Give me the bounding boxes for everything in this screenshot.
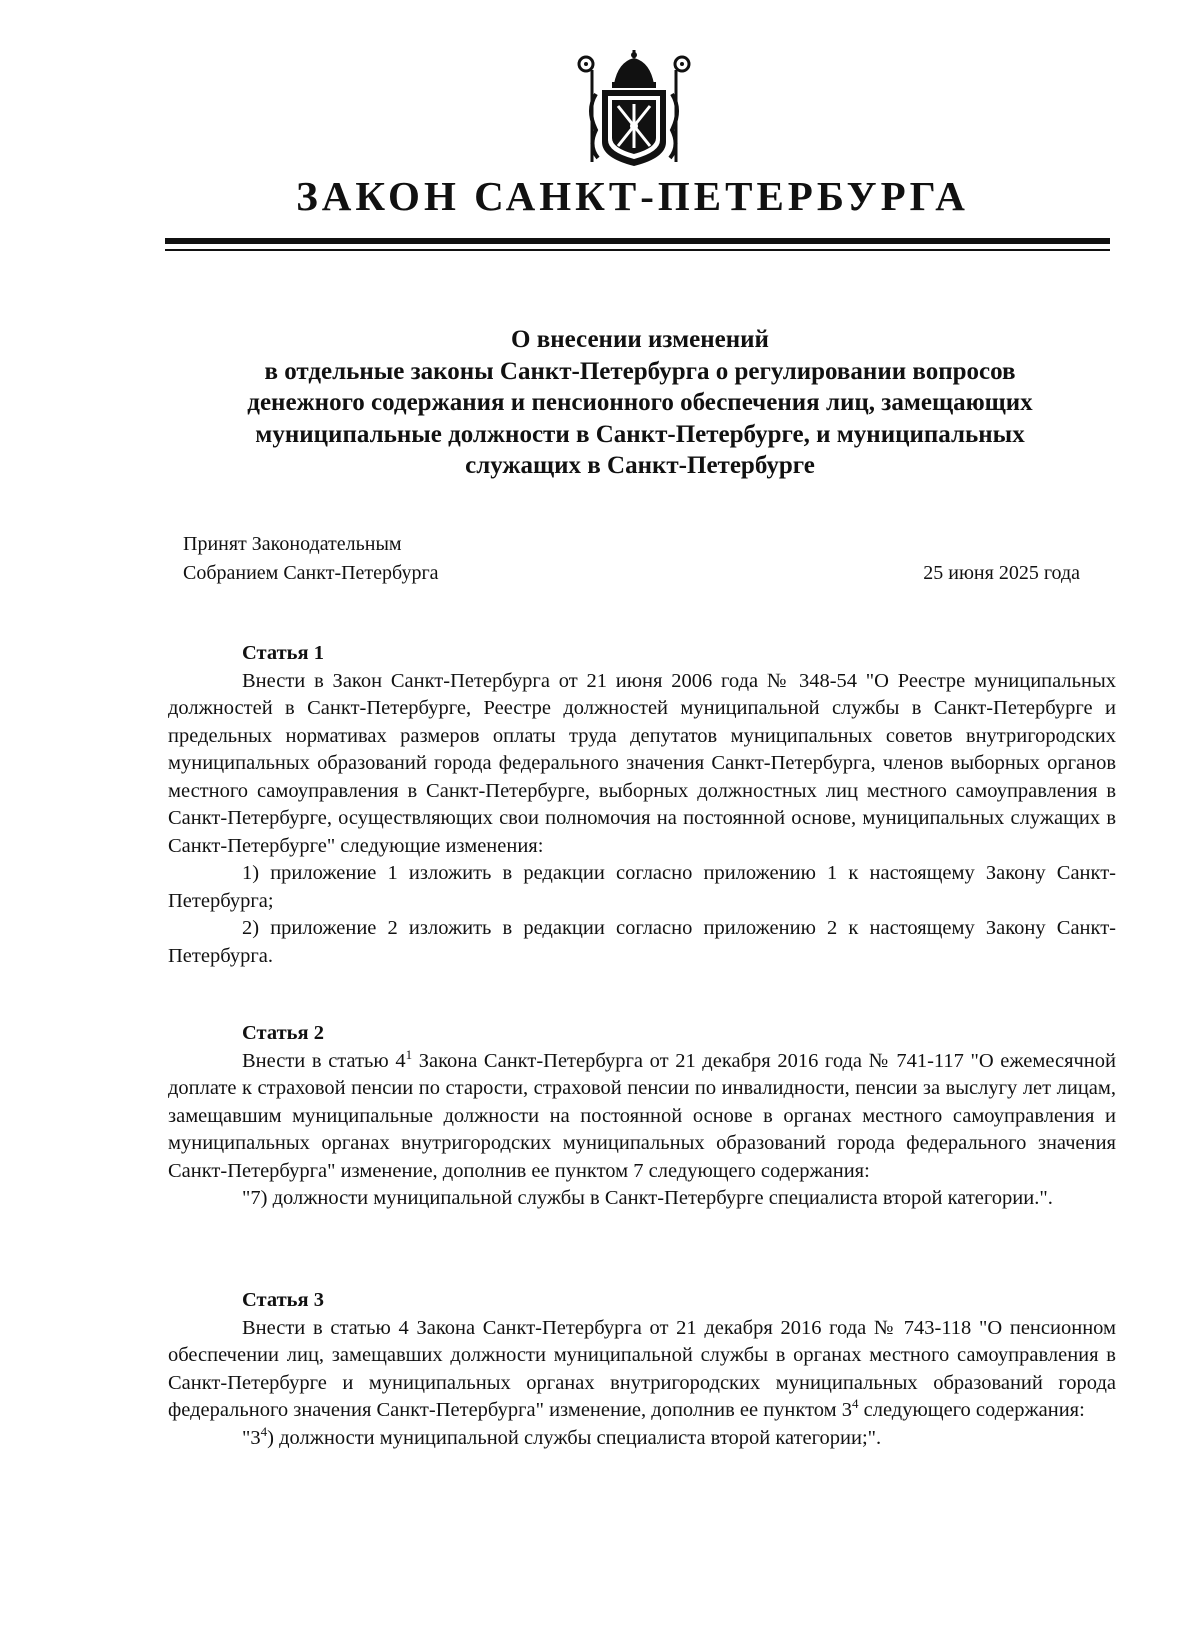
article-3-intro xyxy=(168,1315,1116,1425)
title-line-3: денежного содержания и пенсионного обеспечения лиц, замещающих xyxy=(247,389,1033,416)
article-2-intro-part-a: Внести в статью 4 xyxy=(242,1049,406,1072)
header-rule-thin xyxy=(165,249,1110,251)
article-3-item-superscript: 4 xyxy=(260,1423,268,1439)
article-2-intro-superscript: 1 xyxy=(405,1046,413,1062)
adoption-line-2: Собранием Санкт-Петербурга xyxy=(183,562,439,584)
title-line-5: служащих в Санкт-Петербурге xyxy=(465,452,815,479)
article-2-heading: Статья 2 xyxy=(242,1022,324,1044)
article-3-intro-part-a: Внести в статью 4 Закона Санкт-Петербурга от 21 декабря 2016 года № 743-118 "О пенсионном обеспечении лиц, замещавших должности муниципальной службы в органах местного самоуправления в Санкт-Петербурге и муниципальных органах внутригородских муниципальных образований города федерального значения Санкт-Петербурга" изменение, дополнив ее пунктом 3 xyxy=(168,1316,1116,1421)
article-2-intro xyxy=(168,1048,1116,1186)
article-2 xyxy=(168,1020,1116,1213)
header-rule-thick xyxy=(165,238,1110,244)
article-2-intro-part-b: Закона Санкт-Петербурга от 21 декабря 2016 года № 741-117 "О ежемесячной доплате к страховой пенсии по старости, страховой пенсии по инвалидности, пенсии за выслугу лет лицам, замещавшим муниципальные должности на постоянной основе в органах местного самоуправления и муниципальных органах внутригородских муниципальных образований города федерального значения Санкт-Петербурга" изменение, дополнив ее пунктом 7 следующего содержания: xyxy=(168,1049,1116,1182)
article-3 xyxy=(168,1287,1116,1452)
adoption-line-1: Принят Законодательным xyxy=(183,533,402,555)
adoption-note xyxy=(183,530,439,588)
title-line-4: муниципальные должности в Санкт-Петербурге, и муниципальных xyxy=(255,420,1025,448)
article-3-intro-superscript: 4 xyxy=(852,1396,859,1412)
article-1-item-2: 2) приложение 2 изложить в редакции согласно приложению 2 к настоящему Закону Санкт-Петербурга. xyxy=(168,917,1116,967)
article-3-intro-part-b: следующего содержания: xyxy=(858,1399,1085,1421)
title-line-1: О внесении изменений xyxy=(511,326,769,353)
saint-petersburg-coat-of-arms-icon xyxy=(568,50,700,172)
article-1-item-1: 1) приложение 1 изложить в редакции согласно приложению 1 к настоящему Закону Санкт-Петербурга; xyxy=(168,862,1116,912)
article-1 xyxy=(168,640,1116,970)
document-title xyxy=(180,324,1100,482)
adoption-date: 25 июня 2025 года xyxy=(923,562,1080,584)
article-1-intro: Внести в Закон Санкт-Петербурга от 21 июня 2006 года № 348-54 "О Реестре муниципальных должностей в Санкт-Петербурге, Реестре должностей муниципальной службы в Санкт-Петербурге и предельных нормативах размеров оплаты труда депутатов муниципальных советов внутригородских муниципальных образований города федерального значения Санкт-Петербурга, членов выборных органов местного самоуправления в Санкт-Петербурге, выборных должностных лиц местного самоуправления в Санкт-Петербурге, осуществляющих свои полномочия на постоянной основе, муниципальных служащих в Санкт-Петербурге" следующие изменения: xyxy=(168,669,1116,857)
law-header-title: ЗАКОН САНКТ-ПЕТЕРБУРГА xyxy=(296,173,969,219)
article-2-item: "7) должности муниципальной службы в Санкт-Петербурге специалиста второй категории.". xyxy=(242,1187,1053,1209)
article-3-item-part-b: ) должности муниципальной службы специалиста второй категории;". xyxy=(267,1426,882,1449)
article-3-heading: Статья 3 xyxy=(242,1289,324,1311)
article-3-item xyxy=(168,1425,1116,1453)
article-3-item-part-a: "3 xyxy=(242,1426,261,1449)
title-line-2: в отдельные законы Санкт-Петербурга о регулировании вопросов xyxy=(264,357,1016,385)
article-1-heading: Статья 1 xyxy=(242,642,324,664)
